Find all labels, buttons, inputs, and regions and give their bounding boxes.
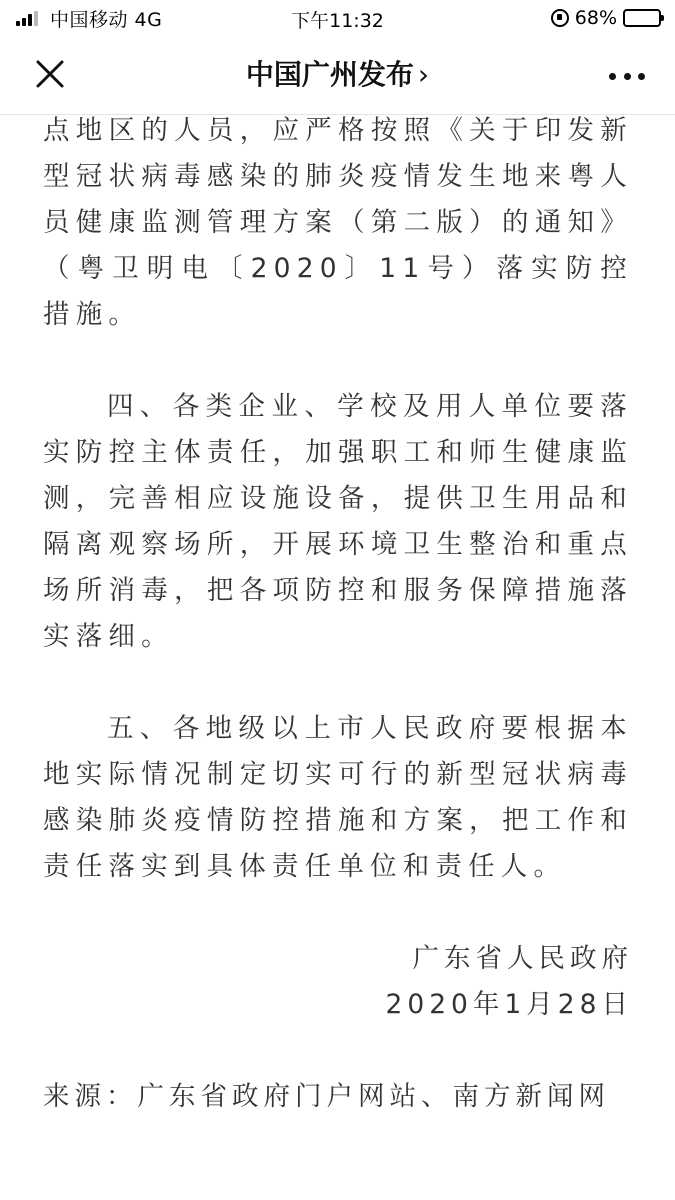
battery-icon — [623, 9, 661, 27]
nav-bar — [0, 36, 675, 115]
article-source: 来源：广东省政府门户网站、南方新闻网 — [43, 1081, 610, 1112]
article-content — [43, 108, 633, 1120]
article-paragraph: 点地区的人员，应严格按照《关于印发新型冠状病毒感染的肺炎疫情发生地来粤人员健康监测管理方案（第二版）的通知》（粤卫明电〔2020〕11号）落实防控措施。 — [43, 115, 633, 330]
signature-block — [43, 936, 633, 1028]
chevron-right-icon: › — [417, 58, 430, 91]
battery-info — [551, 6, 661, 30]
more-icon-dot — [638, 73, 645, 80]
more-button[interactable] — [609, 66, 645, 86]
signature-org: 广东省人民政府 — [412, 943, 633, 974]
more-icon-dot — [624, 73, 631, 80]
article-paragraph: 五、各地级以上市人民政府要根据本地实际情况制定切实可行的新型冠状病毒感染肺炎疫情防控措施和方案，把工作和责任落实到具体责任单位和责任人。 — [43, 713, 633, 882]
status-bar — [0, 0, 675, 36]
battery-percent: 68% — [574, 7, 617, 29]
article-paragraph: 四、各类企业、学校及用人单位要落实防控主体责任，加强职工和师生健康监测，完善相应设施设备，提供卫生用品和隔离观察场所，开展环境卫生整治和重点场所消毒，把各项防控和服务保障措施落实落细。 — [43, 391, 633, 652]
carrier-label: 中国移动 4G — [50, 8, 163, 31]
status-time: 下午11:32 — [291, 10, 384, 32]
account-title: 中国广州发布 — [245, 58, 414, 91]
signature-date: 2020年1月28日 — [385, 989, 633, 1020]
account-title-link[interactable] — [0, 36, 675, 114]
orientation-lock-icon — [551, 9, 569, 27]
more-icon-dot — [609, 73, 616, 80]
